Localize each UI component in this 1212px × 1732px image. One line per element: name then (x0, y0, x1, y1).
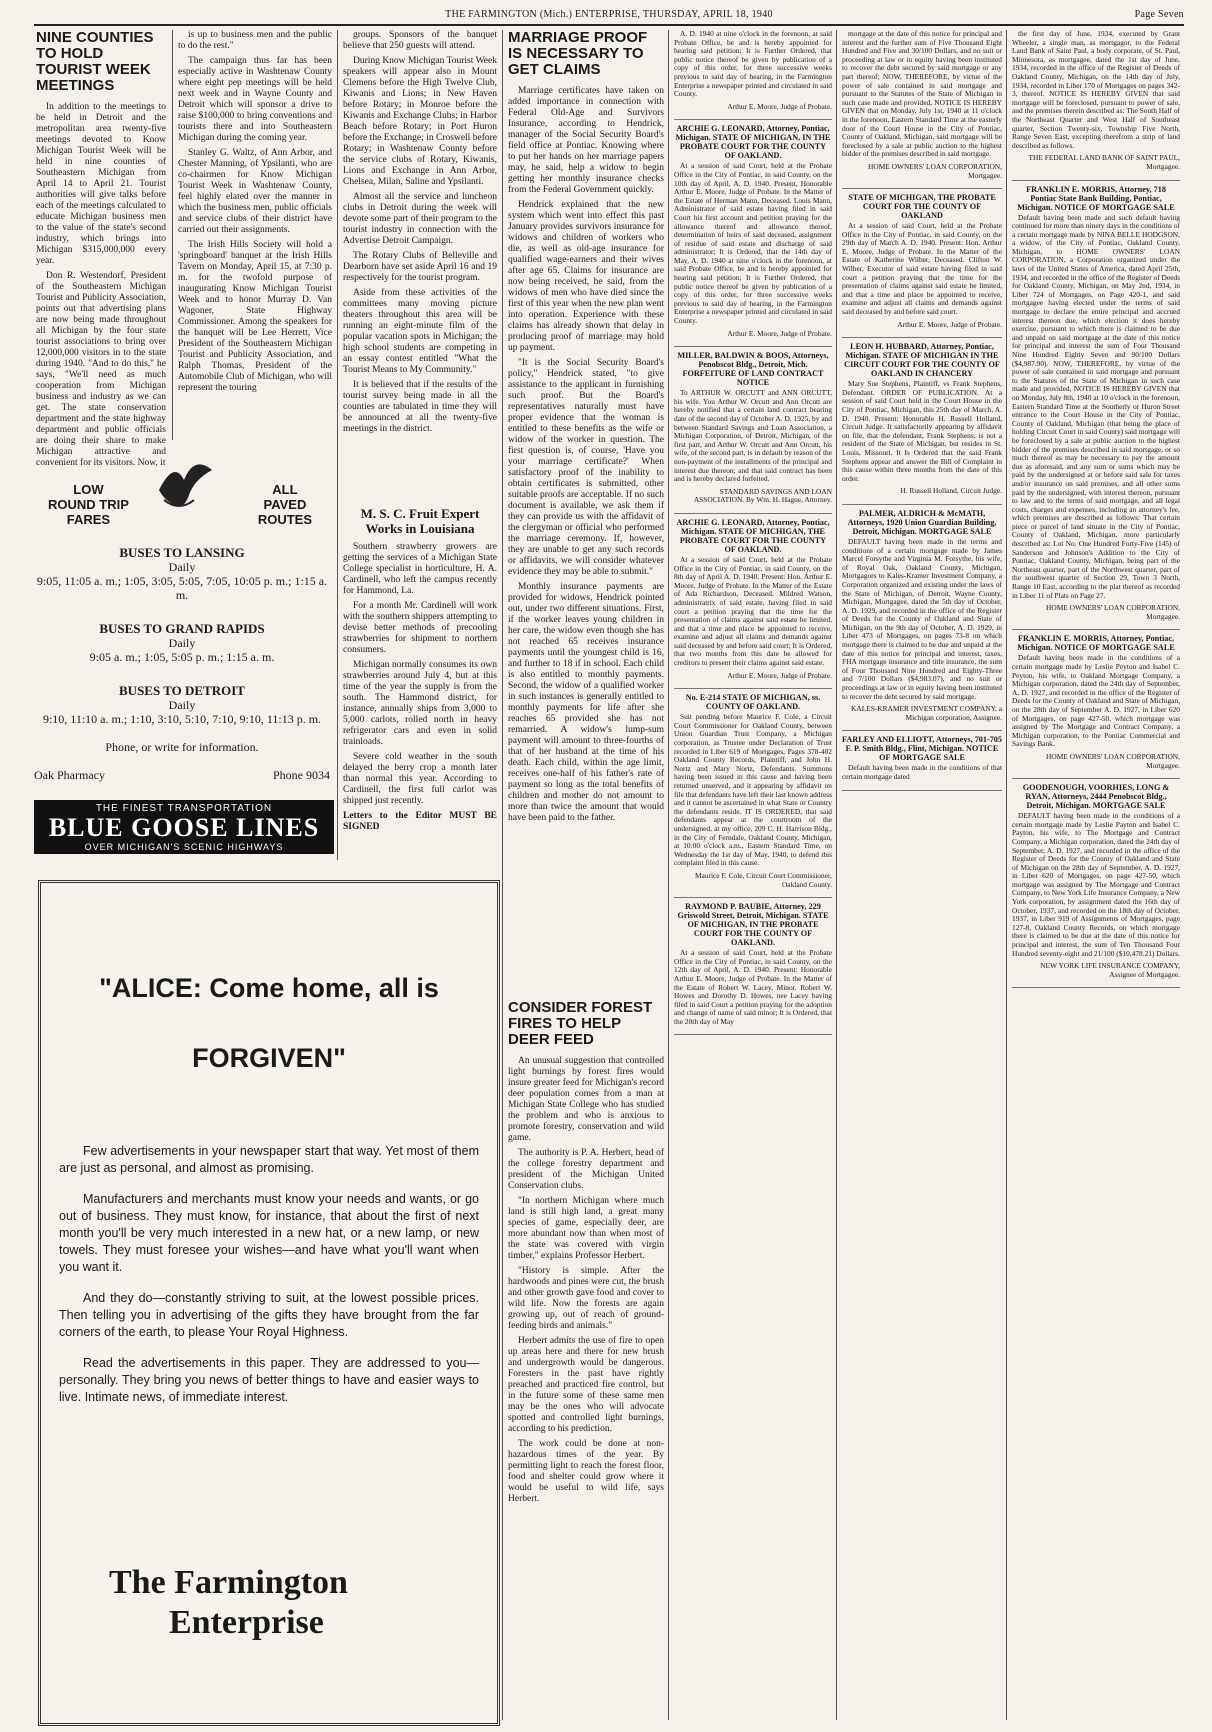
tourist-article-continued (178, 30, 332, 440)
legal-notice: ARCHIE G. LEONARD, Attorney, Pontiac, Michigan. STATE OF MICHIGAN, THE PROBATE COURT FOR THE COUNTY OF OAKLAND. At a session of said Court, held at the Probate Office in the City of Pontiac, in said County, on the 8th day of April A. D. 1940. Present: Hon. Arthur E. Moore, Judge of Probate. In the Matter of the Estate of Ada Richardson, Deceased. Mildred Watson, administratrix of said estate, having filed in said court a petition praying that the time for the presentation of claims against said estate be limited, and that a time and place be appointed to receive, examine and adjust all claims and demands against said deceased by and before said court; It is Ordered, that two months from this date be allowed for creditors to present their claims against said estate. Arthur E. Moore, Judge of Probate. (674, 518, 832, 689)
contact-line: Phone, or write for information. (105, 740, 259, 754)
legal-notice: FRANKLIN E. MORRIS, Attorney, 718 Pontiac State Bank Building, Pontiac, Michigan. NOTICE OF MORTGAGE SALE Default having been made and such default having continued for more than ninety days in the conditions of a certain mortgage made by NINA BELLE HODGSON, a widow, of the City of Pontiac, Oakland County, Michigan, to HOME OWNERS' LOAN CORPORATION, a Corporation organized under the laws of the United States of America, dated April 25th, 1934, and recorded in the office of the Register of Deeds for Oakland County, Michigan, on May 2nd, 1934, in Liber 724 of Mortgages, on Page 420-1, and said mortgagee having elected under the terms of said mortgage to declare the entire principal and accrued interest thereon due, which election it does hereby exercise, pursuant to which there is claimed to be due and unpaid on said mortgage at the date of this notice for principal and interest the sum of Four Thousand Nine Hundred Eighty Seven and 90/100 Dollars ($4,987.90). NOW, THEREFORE, by virtue of the power of sale contained in said mortgage and pursuant to the Statutes of the State of Michigan in such case made and provided, NOTICE IS HEREBY GIVEN that on Monday, July 8th, 1940 at 10 o'clock in the forenoon, Eastern Standard Time at the Southerly or Huron Street entrance to the Court House in the City of Pontiac, County of Oakland, Michigan (that being the place of holding Circuit Court in said County) said mortgage will be foreclosed by a sale at public auction to the highest bidder of the premises described in said mortgage, or so much thereof as may be necessary to pay the amount due as aforesaid, and any sum or sums which may be paid by the undersigned at or before said sale for taxes and/or insurance on said premises, and all other sums paid by the undersigned, with interest thereon, pursuant to law and to the terms of said mortgage, and all legal costs, charges and expenses, including an attorney's fee, which premises are described as follows: That certain piece or parcel of land situate in the City of Pontiac, County of Oakland, Michigan, more particularly described as: Lot No. One Hundred Forty-Five (145) of Sanderson and Johnson's Addition to the City of Pontiac, Oakland County, Michigan, being part of the Northeast quarter, part of the Northwest quarter, part of the southwest quarter of Section 29, Town 3 North, Range 10 East, according to the plat thereof as recorded in Liber 11 of Plats on Page 27. HOME OWNERS' LOAN CORPORATION, Mortgagee. (1012, 185, 1180, 631)
column-rule (337, 30, 338, 860)
banner-bottom: OVER MICHIGAN'S SCENIC HIGHWAYS (84, 842, 284, 852)
article-paragraph: Michigan normally consumes its own strawberries around July 4, but at this time of the year the supply is from the south. The Hammond district, for instance, annually ships from 3,000 to 5,000 carlots, rolled north in heavy refrigerator cars and even in solid trainloads. (343, 660, 497, 747)
legal-notices-col-5 (842, 30, 1002, 1720)
legal-notices-col-4 (674, 30, 832, 1720)
tourist-article-end (343, 30, 497, 500)
agent-name: Oak Pharmacy (34, 768, 105, 782)
legal-notices-col-6 (1012, 30, 1180, 1720)
legal-notice: MILLER, BALDWIN & BOOS, Attorneys, Penobscot Bldg., Detroit, Mich. FORFEITURE OF LAND CONTRACT NOTICE To ARTHUR W. ORCUTT and ANN ORCUTT, his wife. You Arthur W. Orcutt and Ann Orcutt are hereby notified that a certain land contract bearing date of the second day of October A. D. 1925, by and between Standard Savings and Loan Association, a Michigan Corporation, of Detroit, Michigan, of the first part, and Arthur W. Orcutt and Ann Orcutt, his wife, of the second part, is in default by reason of the non-payment of the installments of the principal and interest due thereon; and that said contract has been and is hereby declared forfeited. STANDARD SAVINGS AND LOAN ASSOCIATION. By Wm. H. Hague, Attorney. (674, 351, 832, 514)
column-rule (668, 30, 669, 1720)
ad-headline-2: FORGIVEN" (192, 1043, 346, 1073)
enterprise-logo: The Farmington Enterprise (109, 1564, 348, 1641)
article-paragraph: Aside from these activities of the committees many moving picture theaters throughout this area will be running an eight-minute film of the popular vacation spots in Michigan; the high school students are competing in an essay contest entitled "What the Tourist Means to My Community." (343, 288, 497, 375)
legal-notice: No. E-214 STATE OF MICHIGAN, ss. COUNTY OF OAKLAND. Suit pending before Maurice F. Cole, a Circuit Court Commissioner for Oakland County, between Union Guardian Trust Company, a Michigan corporation, as Trustee under Declaration of Trust recorded in Liber 619 of Mortgages, Pages 378-402 Oakland County Records, Plaintiff, and John H. Nortz and Mary Nortz, Defendants. Summons having been issued in this cause and having been returned unserved, and it appearing by affidavit on file that defendants have left their last known address and it cannot be ascertained in what State or Country the defendants reside. IT IS ORDERED, that said defendants appear at the courtroom of the undersigned, at my office, 209 C. H. Harrison Bldg., in the City of Ferndale, Oakland County, Michigan, at 10:00 o'clock a.m., Eastern Standard Time, on Wednesday the 1st day of May, 1940, to defend this complaint filed in this cause. Maurice F. Cole, Circuit Court Commissioner, Oakland County. (674, 693, 832, 898)
column-rule (502, 30, 503, 1720)
marriage-proof-article (508, 29, 664, 823)
detroit-schedule: BUSES TO DETROIT Daily 9:10, 11:10 a. m.; 1:10, 3:10, 5:10, 7:10, 9:10, 11:13 p. m. (42, 683, 322, 726)
legal-notice: the first day of June, 1934, executed by Grant Wheeler, a single man, as mortgagor, to the Federal Land Bank of Saint Paul, a body corporate, of St. Paul, Minnesota, as mortgagee, dated the 1st day of June, 1934, recorded in the office of the Register of Deeds of Oakland County, Michigan, on the 14th day of July, 1934, recorded in Liber 170 of Mortgages on pages 342-3, thereof. NOTICE IS HEREBY GIVEN that said mortgage will be foreclosed, pursuant to power of sale, and the premises therein described as: The South Half of the Northeast Quarter and West Half of Southeast quarter, Section Twenty-six, Township Five North, Range Seven East, excepting therefrom a strip of land described as follows. THE FEDERAL LAND BANK OF SAINT PAUL, Mortgagee. (1012, 30, 1180, 181)
article-paragraph: Severe cold weather in the south delayed the berry crop a month later than normal this year. According to Cardinell, the first full carlot was shipped just recently. (343, 752, 497, 806)
article-paragraph: An unusual suggestion that controlled light burnings by forest fires would insure greater feed for Michigan's record deer population comes from a man at Michigan State College who has studied the problem and who is anxious to promote forestry, conservation and wild game. (508, 1056, 664, 1143)
ad-paragraph: Read the advertisements in this paper. They are addressed to you—personally. They bring you news of better things to have and easier ways to live. Intimate news, of immediate interest. (59, 1356, 479, 1404)
article-paragraph: Don R. Westendorf, President of the Southeastern Michigan Tourist and Publicity Association, points out that advertising plans are now being made throughout all Michigan by the four state tourist associations to bring over 12,000,000 visitors in to the state during 1940. "And to do this," he says, "We'll need as much cooperation from Michigan business and industry as we can get. The state conservation department and the state highway department and public officials are doing their share to make Michigan attractive and convenient for its visitors. Now, it (36, 271, 166, 468)
article-paragraph: Stanley G. Waltz, of Ann Arbor, and Chester Manning, of Ypsilanti, who are co-chairmen for Know Michigan Tourist Week in Washtenaw County, feel highly elated over the manner in which the business men, public officials and service clubs of their district have carried out their assignments. (178, 148, 332, 235)
forest-fire-article (508, 1000, 664, 1700)
letters-notice: Letters to the Editor MUST BE SIGNED (343, 811, 497, 832)
article-headline: CONSIDER FOREST FIRES TO HELP DEER FEED (508, 999, 653, 1048)
banner-main: BLUE GOOSE LINES (48, 813, 320, 842)
lansing-schedule: BUSES TO LANSING Daily 9:05, 11:05 a. m.; 1:05, 3:05, 5:05, 7:05, 10:05 p. m.; 1:15 a. m. (36, 545, 328, 602)
alice-ad (38, 880, 500, 1726)
legal-notice: A. D. 1940 at nine o'clock in the forenoon, at said Probate Office, be and is hereby appointed for hearing said petition; It is Further Ordered, that public notice thereof be given by publication of a copy of this order, for three successive weeks previous to said day of hearing, in the Farmington Enterprise a newspaper printed and circulated in said County. Arthur E. Moore, Judge of Probate. (674, 30, 832, 120)
article-paragraph: During Know Michigan Tourist Week speakers will appear also in Mount Clemens before the High Twelve Club, Kiwanis and Lions; in New Haven before Rotary; in Monroe before the Kiwanis and Exchange Clubs; in Harbor Beach before Rotary; in Port Huron before the Exchange; in Croswell before Rotary; in Washtenaw County before the service clubs of Rotary, Kiwanis, Lions and Exchange in Ann Arbor, Chelsea, Milan, Saline and Ypsilanti. (343, 56, 497, 187)
legal-notice: PALMER, ALDRICH & McMATH, Attorneys, 1920 Union Guardian Building, Detroit, Michigan. MORTGAGE SALE DEFAULT having been made in the terms and conditions of a certain mortgage made by James Marcel Forsythe and Virginia M. Forsythe, his wife, of Royal Oak, Oakland County, Michigan, Mortgagors to Kales-Kramer Investment Company, a Corporation organized and existing under the laws of the State of Michigan, of Detroit, Wayne County, Michigan, Mortgagee, dated the 5th day of October, A. D. 1929, and recorded in the office of the Register of Deeds for the County of Oakland and State of Michigan, on the 9th day of October, A. D. 1929, in Liber 473 of Mortgages, on pages 73-8 on which mortgage there is claimed to be due and unpaid at the date of this notice for principal and interest, taxes, FHA mortgage insurance and title insurance, the sum of Four Thousand Nine Hundred and Eighty-Three and 7/100 Dollars ($4,983.07), and no suit or proceedings at law or in equity having been instituted to recover the debt secured by said mortgage. KALES-KRAMER INVESTMENT COMPANY, a Michigan corporation, Assignee. (842, 509, 1002, 731)
blue-goose-banner (34, 800, 334, 854)
ad-body (59, 1143, 479, 1420)
tourist-article (36, 29, 166, 468)
article-paragraph: In addition to the meetings to be held in Detroit and the metropolitan area twenty-five meetings devoted to Know Michigan Tourist Week will be held in nine counties of Southeastern Michigan from April 14 to April 21. Tourist authorities will give talks before each of the meetings calculated to educate Michigan business men to the value of the state's second industry, which brings into Michigan $315,000,000 every year. (36, 102, 166, 266)
ad-paragraph: Few advertisements in your newspaper start that way. Yet most of them are just as personal, and almost as promising. (59, 1144, 479, 1175)
ad-headline: "ALICE: Come home, all is (99, 973, 439, 1003)
article-headline: M. S. C. Fruit Expert Works in Louisiana (360, 506, 480, 536)
masthead (34, 6, 1184, 26)
article-paragraph: Marriage certificates have taken on added importance in connection with Federal Old-Age and Survivors Insurance, according to Hendrick, manager of the Social Security Board's field office at Pontiac. Knowing where to put her hands on her marriage papers may, he said, help a widow to begin getting her monthly insurance checks from the Federal Government quickly. (508, 86, 664, 195)
article-headline: MARRIAGE PROOF IS NECESSARY TO GET CLAIMS (508, 29, 648, 78)
legal-notice: LEON H. HUBBARD, Attorney, Pontiac, Michigan. STATE OF MICHIGAN IN THE CIRCUIT COURT FOR THE COUNTY OF OAKLAND IN CHANCERY Mary Sue Stephens, Plaintiff, vs Frank Stephens, Defendant. ORDER OF PUBLICATION. At a session of said Court held in the Court House in the City of Pontiac, Michigan, this 25th day of March, A. D. 1940. Present: Honorable H. Russell Holland, Circuit Judge. It satisfactorily appearing by affidavit on file, that the defendant, Frank Stephens, is not a resident of the State of Michigan, but resides in St. Louis, Missouri. It Is Ordered that the said Frank Stephens appear and answer the Bill of Complaint in this cause within three months from the date of this order. H. Russell Holland, Circuit Judge. (842, 342, 1002, 505)
legal-notice: mortgage at the date of this notice for principal and interest and the further sum of Five Thousand Eight Hundred and Five and 30/100 Dollars, and no suit or proceeding at law or in equity having been instituted to recover the debt secured by said mortgage or any part thereof; NOW, THEREFORE, by virtue of the power of sale contained in said mortgage and pursuant to the Statutes of the State of Michigan in such case made and provided, NOTICE IS HEREBY GIVEN that on Monday, July 1st, 1940 at 11 o'clock in the forenoon, Eastern Standard Time at the easterly door of the Court House in the City of Pontiac, County of Oakland, Michigan, said mortgage will be foreclosed by a sale at public auction to the highest bidder of the premises described in said mortgage. HOME OWNERS' LOAN CORPORATION, Mortgagee. (842, 30, 1002, 189)
column-rule (172, 30, 173, 440)
page-number: Page Seven (1134, 9, 1184, 20)
article-paragraph: Southern strawberry growers are getting the services of a Michigan State College specialist in horticulture, H. A. Cardinell, who left the campus recently for Hammond, La. (343, 542, 497, 596)
legal-notice: RAYMOND P. BAUBIE, Attorney, 229 Griswold Street, Detroit, Michigan. STATE OF MICHIGAN, IN THE PROBATE COURT FOR THE COUNTY OF OAKLAND. At a session of said Court, held at the Probate Office in the City of Pontiac, in said County, on the 12th day of April, A. D. 1940. Present: Honorable Arthur E. Moore, Judge of Probate. In the Matter of the Estate of Robert W. Lacey, Minor. Robert W. Howes and Dorothy D. Howes, nee Lacey having filed in said Court a petition praying for the adoption and change of name of said minor; It is Ordered, that the 20th day of May (674, 902, 832, 1035)
fares-left: LOW ROUND TRIP FARES (48, 482, 129, 527)
column-rule (1006, 30, 1007, 1720)
legal-notice: ARCHIE G. LEONARD, Attorney, Pontiac, Michigan. STATE OF MICHIGAN, IN THE PROBATE COURT FOR THE COUNTY OF OAKLAND. At a session of said Court, held at the Probate Office in the City of Pontiac, in said County, on the 10th day of April, A. D. 1940. Present, Honorable Arthur E. Moore, Judge of Probate. In the Matter of the Estate of Herman Mann, Deceased. Louis Mann, Administrator of said estate having filed in said Court his first account and petition praying for the allowance thereof and allowance thereof, determination of heirs of said deceased, assignment of residue of said estate and discharge of said administrator; It is Ordered, that the 14th day of May, A. D. 1940 at nine o'clock in the forenoon, at said Probate Office, be and is hereby appointed for hearing said petition; It is Further Ordered, that public notice thereof be given by publication of a copy of this order, for three successive weeks previous to said day of hearing, in the Farmington Enterprise a newspaper printed and circulated in said County. Arthur E. Moore, Judge of Probate. (674, 124, 832, 347)
article-paragraph: The authority is P. A. Herbert, head of the college forestry department and president of the Michigan United Conservation clubs. (508, 1148, 664, 1191)
article-paragraph: "In northern Michigan where much land is still high land, a great many species of game, especially deer, are more abundant now than when most of the state was covered with virgin timber," explains Professor Herbert. (508, 1196, 664, 1261)
legal-notice: FRANKLIN E. MORRIS, Attorney, Pontiac, Michigan. NOTICE OF MORTGAGE SALE Default having been made in the conditions of a certain mortgage made by Leslie Peyton and Isabel C. Peyton, his wife, to Oakland Mortgage Company, a Michigan corporation, dated the 24th day of September, A. D. 1927, and recorded in the office of the Register of Deeds for the County of Oakland and State of Michigan, on the 28th day of September A. D. 1927, in Liber 620 of Mortgages, on page 427-50, which mortgage was assigned by The Mortgage and Contract Company, a Michigan corporation, to the Pontiac Commercial and Savings Bank. HOME OWNERS' LOAN CORPORATION, Mortgagee. (1012, 634, 1180, 779)
article-paragraph: For a month Mr. Cardinell will work with the southern shippers attempting to devise better methods of precooling strawberries for shipment to northern consumers. (343, 601, 497, 655)
legal-notice: STATE OF MICHIGAN, THE PROBATE COURT FOR THE COUNTY OF OAKLAND At a session of said Court, held at the Probate Office in the City of Pontiac, in said County, on the 29th day of March A. D. 1940. Present: Hon. Arthur E. Moore, Judge of Probate. In the Matter of the Estate of Katherine Wilber, Deceased. Clifton W. Wilber, Executor of said estate having filed in said court a petition praying that the time for the presentation of claims against said estate be limited, and that a time and place be appointed to receive, examine and adjust all claims and demands against said deceased by and before said court. Arthur E. Moore, Judge of Probate. (842, 193, 1002, 338)
article-paragraph: It is believed that if the results of the tourist survey being made in all the counties are tabulated in time they will be announced at all the twenty-five meetings in the district. (343, 380, 497, 434)
article-paragraph: Herbert admits the use of fire to open up areas here and there for new brush and undergrowth would be dangerous. Foresters in the past have rightly preached and practiced fire control, but in the future some of these same men may be the ones who will advocate spotted and controlled light burnings, according to his prediction. (508, 1336, 664, 1434)
fruit-expert-article (343, 500, 497, 860)
article-paragraph: is up to business men and the public to do the rest." (178, 30, 332, 51)
legal-notice: FARLEY AND ELLIOTT, Attorneys, 701-705 F. P. Smith Bldg., Flint, Michigan. NOTICE OF MORTGAGE SALE Default having been made in the conditions of that certain mortgage dated (842, 735, 1002, 790)
article-paragraph: Hendrick explained that the new system which went into effect this past January provides survivors insurance for widows and children of workers who die, as well as old-age insurance for qualified wage-earners and their wives after age 65. Claims for insurance are now being received, he said, from the widows of men who have died since the first of this year when the new plan went into operation. Experience with these claims has already shown that delay in producing proof of marriage may hold up payment. (508, 200, 664, 353)
fares-right: ALL PAVED ROUTES (257, 482, 312, 527)
article-paragraph: Monthly insurance payments are provided for widows, Hendrick pointed out, under two different situations. First, if the worker leaves young children in her care, the widow even though she has not reached 65 receives insurance payments until the youngest child is 16, and further to 18 if in school. Each child is also entitled to monthly payments. Second, the widow of a qualified worker in such instances is generally entitled to monthly payments for life after she reaches 65 provided she has not remarried. A widow's lump-sum payment will amount to three-fourths of that of her husband at the time of his death. Each child, within the age limit, receives one-half of his father's rate of payment so long as the total benefits of children and mother do not amount to more than twice the amount that would have been paid to the father. (508, 582, 664, 823)
article-paragraph: Almost all the service and luncheon clubs in Detroit during the week will devote some part of their program to the tourist industry in connection with the Advertise Detroit Campaign. (343, 192, 497, 246)
banner-top: THE FINEST TRANSPORTATION (95, 803, 273, 814)
blue-goose-ad (34, 450, 330, 810)
ad-paragraph: And they do—constantly striving to suit, at the lowest possible prices. Then telling you in advertising of the gifts they have brought from the far corners of the earth, to please Your Royal Highness. (59, 1291, 479, 1339)
article-paragraph: groups. Sponsors of the banquet believe that 250 guests will attend. (343, 30, 497, 51)
article-paragraph: "It is the Social Security Board's policy," Hendrick stated, "to give assistance to the applicant in furnishing such proof. But the Board's representatives naturally must have proper evidence that the woman is entitled to these benefits as the wife or widow of the worker in question. The first question is, of course, 'Have you your marriage certificate?' When satisfactory proof of the inability to obtain certificates is submitted, other suitable proofs are acceptable. If no such document is available, we ask them if they can provide us with the affidavit of the clergyman or official who performed the marriage ceremony. If, however, they are unable to get any such records or affidavits, we will consider whatever evidence they may be able to submit." (508, 358, 664, 577)
goose-icon (154, 450, 214, 520)
article-paragraph: The Rotary Clubs of Belleville and Dearborn have set aside April 16 and 19 respectively for the tourist program. (343, 251, 497, 283)
legal-notice: GOODENOUGH, VOORHIES, LONG & RYAN, Attorneys, 2444 Penobscot Bldg., Detroit, Michigan. MORTGAGE SALE DEFAULT having been made in the conditions of a certain mortgage made by Leslie Payton and Isabel C. Payton, his wife, to The Mortgage and Contract Company, a Michigan corporation, dated the 24th day of September, A. D. 1927, and recorded in the office of the Register of Deeds for the County of Oakland and State of Michigan on the 28th day of September, A. D. 1927, in Liber 620 of Mortgages, on page 427-50, which mortgage was assigned by The Mortgage and Contract Company, to New York Life Insurance Company, a New York corporation, by assignment dated the 16th day of October, 1937, and recorded on the 18th day of October, 1937, in Liber 919 of Assignments of Mortgages, page 127-8, Oakland County Records, on which mortgage there is claimed to be due at the date of this notice for principal and interest, the sum of Ten Thousand Four Hundred seventy-eight and 21/100 ($10,478.21) Dollars. NEW YORK LIFE INSURANCE COMPANY, Assignee of Mortgagee. (1012, 783, 1180, 988)
article-paragraph: The Irish Hills Society will hold a 'springboard' banquet at the Irish Hills Tavern on Monday, April 15, at 7:30 p. m. for the twofold purpose of inaugurating Know Michigan Tourist Week and to honor Murray D. Van Wagoner, State Highway Commissioner. Among the speakers for the banquet will be Lee Herrett, Vice President of the Southeastern Michigan Tourist and Publicity Association, and Ralph Thomas, President of the Automobile Club of Michigan, who will represent the touring (178, 240, 332, 393)
column-rule (836, 30, 837, 1720)
agent-phone: Phone 9034 (273, 768, 330, 782)
masthead-title: THE FARMINGTON (Mich.) ENTERPRISE, THURSDAY, APRIL 18, 1940 (445, 9, 773, 20)
article-paragraph: The campaign thus far has been especially active in Washtenaw County where eight pep meetings will be held next week and in Wayne County and Detroit which will sponsor a drive to raise $100,000 to bring conventions and tourists there and into Southeastern Michigan during the coming year. (178, 56, 332, 143)
ad-paragraph: Manufacturers and merchants must know your needs and wants, or go out of business. They must know, for instance, that about the first of next month you'll be very much interested in a new hat, or a new lamp, or new towels. They must foresee your wishes—and have what you'll want when you want it. (59, 1192, 479, 1274)
grand-rapids-schedule: BUSES TO GRAND RAPIDS Daily 9:05 a. m.; 1:05, 5:05 p. m.; 1:15 a. m. (89, 621, 275, 664)
article-headline: NINE COUNTIES TO HOLD TOURIST WEEK MEETINGS (36, 29, 154, 94)
article-paragraph: The work could be done at non-hazardous times of the year. By permitting light to reach the forest floor, food and shelter could grow where it would be useful to wild life, says Herbert. (508, 1439, 664, 1504)
article-paragraph: "History is simple. After the hardwoods and pines were cut, the brush and other growth gave food and cover to wild life. Now the forests are again growing up, out of reach of ground-feeding birds and animals." (508, 1266, 664, 1331)
